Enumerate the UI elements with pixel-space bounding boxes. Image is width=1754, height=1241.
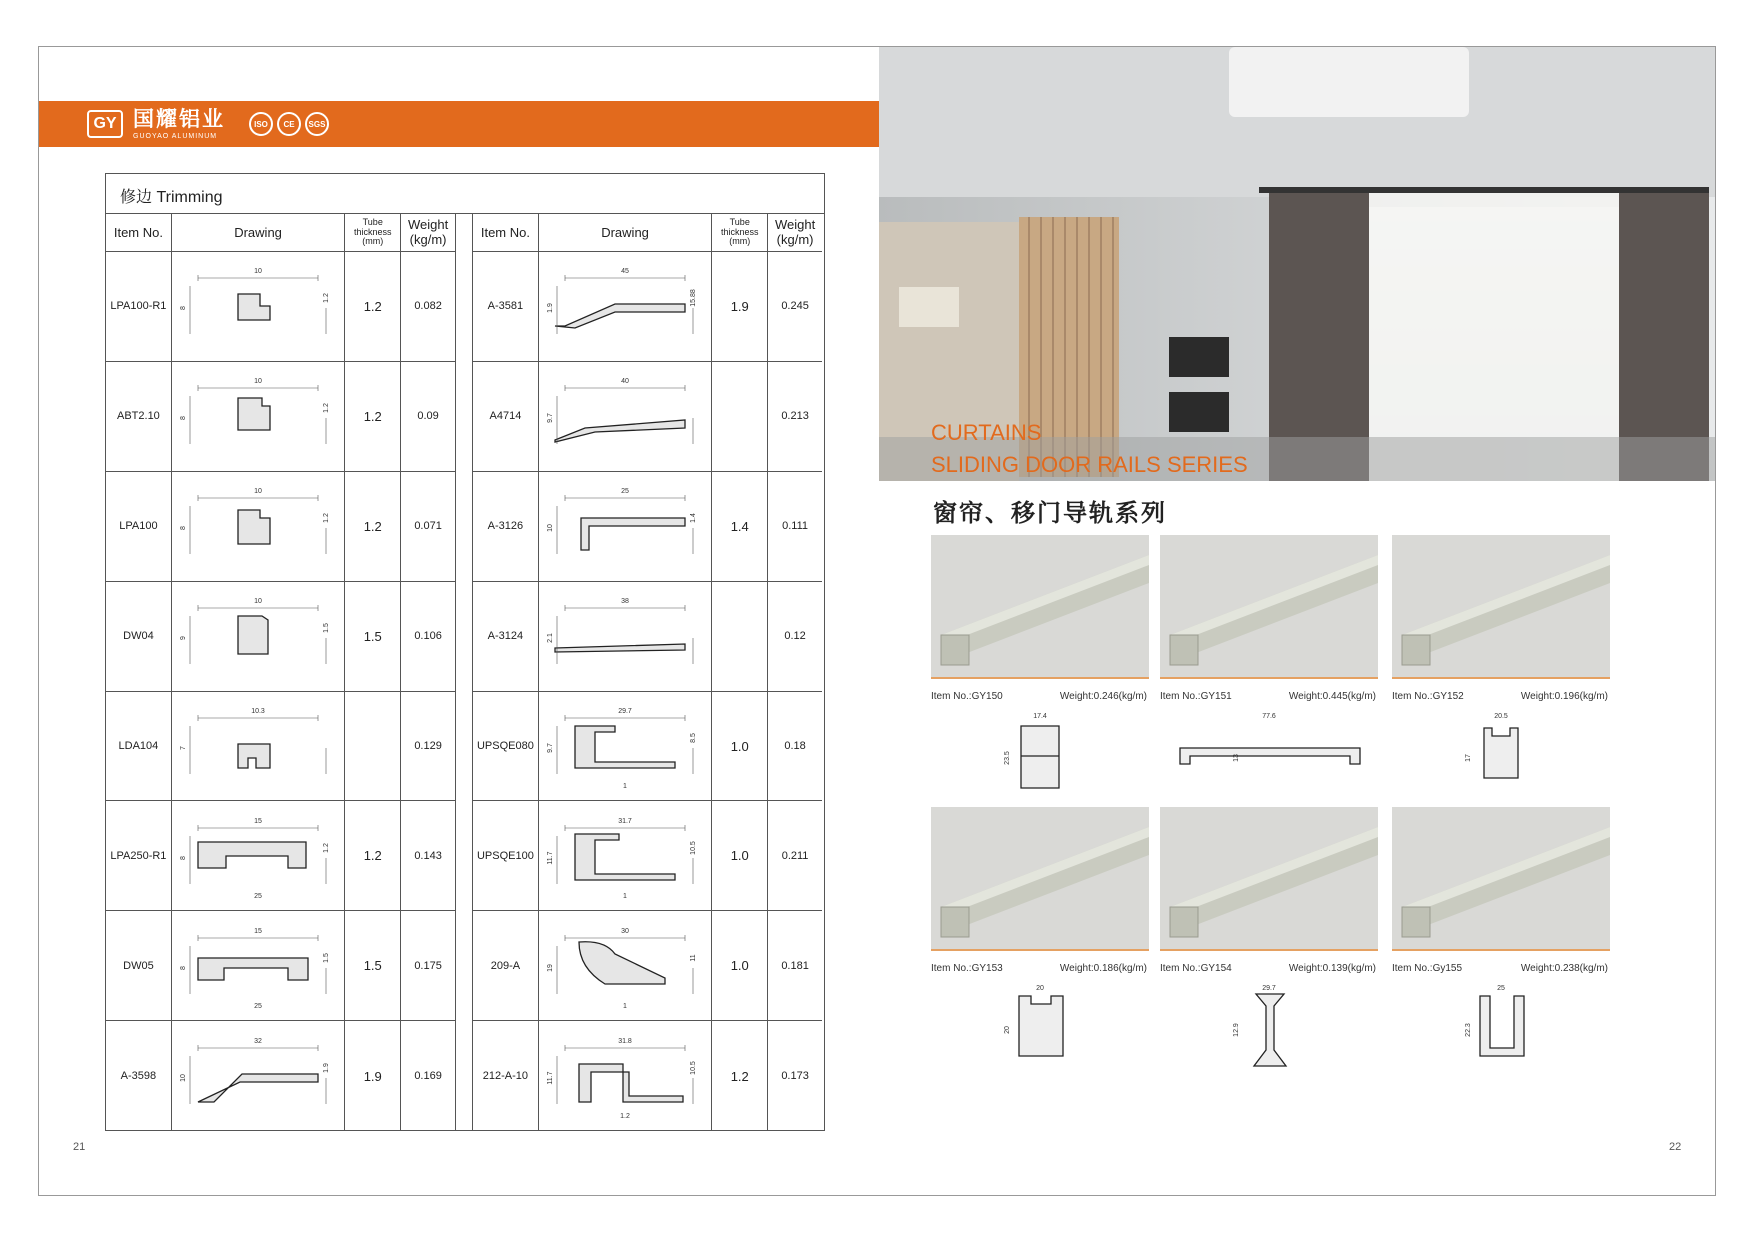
product-weight: Weight:0.139(kg/m) — [1288, 963, 1376, 974]
table-title: 修边 Trimming — [106, 174, 824, 214]
tube-thickness: 1.2 — [345, 472, 401, 581]
profile-shape — [198, 842, 306, 868]
item-number: ABT2.10 — [106, 362, 172, 471]
item-number: LDA104 — [106, 692, 172, 801]
dimension-label: 25 — [254, 1002, 262, 1010]
dimension-label: 10.5 — [690, 1061, 698, 1075]
profile-drawing — [172, 692, 346, 801]
product-photo — [931, 535, 1149, 679]
table-row — [473, 911, 822, 1021]
dimension-label: 8.5 — [690, 733, 698, 743]
right-page — [879, 47, 1716, 1195]
rail-section-drawing — [1160, 708, 1378, 808]
profile-drawing — [539, 472, 713, 581]
dimension-label: 8 — [180, 965, 188, 970]
product-weight: Weight:0.186(kg/m) — [1059, 963, 1147, 974]
dimension-label: 15 — [254, 817, 262, 825]
table-left-half — [106, 214, 456, 1131]
tube-thickness: 1.9 — [345, 1021, 401, 1131]
table-row — [106, 692, 455, 802]
profile-drawing-svg — [545, 1028, 705, 1124]
dimension-label: 1 — [623, 892, 628, 900]
dimension-label: 15.88 — [690, 289, 698, 308]
profile-drawing — [172, 472, 346, 581]
dimension-label: 20.5 — [1494, 713, 1508, 720]
dimension-label: 29.7 — [618, 708, 632, 715]
item-number: LPA100-R1 — [106, 252, 172, 361]
profile-drawing-svg — [545, 258, 705, 354]
header-item: Item No. — [106, 214, 172, 251]
rail-profile-shape — [1019, 996, 1063, 1056]
dimension-label: 10 — [254, 488, 262, 496]
profile-drawing-svg — [545, 698, 705, 794]
cert-badge-icon: ISO — [249, 112, 273, 136]
dimension-label: 45 — [621, 268, 629, 276]
header-drawing: Drawing — [172, 214, 346, 251]
rail-section-drawing — [1392, 708, 1610, 808]
dimension-label: 1.9 — [547, 303, 555, 314]
dimension-label: 30 — [621, 927, 629, 935]
dimension-label: 77.6 — [1262, 713, 1276, 720]
profile-drawing-svg — [178, 478, 338, 574]
product-weight: Weight:0.246(kg/m) — [1059, 691, 1147, 702]
dimension-label: 11.7 — [547, 1071, 555, 1085]
table-row — [106, 582, 455, 692]
dimension-label: 13 — [1233, 754, 1240, 762]
dimension-label: 10 — [254, 268, 262, 276]
brand-name — [133, 109, 225, 140]
table-row — [473, 472, 822, 582]
weight-value: 0.173 — [781, 1070, 809, 1083]
profile-drawing-svg — [178, 368, 338, 464]
rail-photo-svg — [1160, 535, 1378, 679]
catalog-spread — [38, 46, 1716, 1196]
dimension-label: 25 — [1497, 985, 1505, 992]
dimension-label: 32 — [254, 1038, 262, 1046]
table-row — [473, 1021, 822, 1131]
product-card — [931, 535, 1149, 825]
profile-shape — [575, 834, 675, 880]
product-photo — [1392, 535, 1610, 679]
header-weight: Weight (kg/m) — [407, 217, 449, 247]
dimension-label: 9.7 — [547, 413, 555, 424]
weight-value: 0.181 — [781, 959, 809, 972]
profile-drawing — [539, 252, 713, 361]
profile-shape — [579, 1064, 683, 1102]
cert-badge-icon: CE — [277, 112, 301, 136]
item-number: 209-A — [473, 911, 539, 1020]
dimension-label: 10 — [180, 1074, 188, 1083]
profile-drawing-svg — [545, 808, 705, 904]
weight-value: 0.169 — [414, 1070, 442, 1083]
dimension-label: 22.3 — [1465, 1023, 1472, 1037]
item-number: UPSQE100 — [473, 801, 539, 910]
photo-title-line2: SLIDING DOOR RAILS SERIES — [931, 452, 1248, 477]
rail-section-drawing — [1392, 980, 1610, 1080]
profile-drawing — [539, 362, 713, 471]
product-weight: Weight:0.238(kg/m) — [1520, 963, 1608, 974]
dimension-label: 9 — [180, 636, 188, 641]
trimming-table — [105, 173, 825, 1131]
dimension-label: 31.8 — [618, 1038, 632, 1046]
header-bar — [39, 101, 879, 147]
profile-drawing-svg — [178, 808, 338, 904]
cert-badge-icon: SGS — [305, 112, 329, 136]
certification-badges — [249, 112, 329, 136]
header-tube: Tube thickness (mm) — [712, 214, 768, 251]
dimension-label: 20 — [1036, 985, 1044, 992]
interior-photo — [879, 47, 1716, 481]
profile-drawing — [539, 911, 713, 1020]
dimension-label: 1.4 — [690, 513, 698, 524]
weight-value: 0.245 — [781, 300, 809, 313]
product-caption — [1160, 691, 1378, 702]
profile-drawing — [539, 582, 713, 691]
profile-shape — [555, 644, 685, 652]
tube-thickness — [712, 362, 768, 471]
profile-drawing — [172, 582, 346, 691]
dimension-label: 8 — [180, 855, 188, 860]
product-item-number: Item No.:GY150 — [931, 691, 1003, 702]
item-number: 212-A-10 — [473, 1021, 539, 1131]
section-title-cn: 窗帘、移门导轨系列 — [933, 500, 1167, 527]
tube-thickness: 1.5 — [345, 582, 401, 691]
weight-value: 0.175 — [414, 959, 442, 972]
profile-drawing — [539, 1021, 713, 1131]
weight-value: 0.111 — [782, 520, 809, 533]
rail-profile-shape — [1484, 728, 1518, 778]
rail-section-drawing — [931, 980, 1149, 1080]
table-row — [473, 582, 822, 692]
dimension-label: 10 — [254, 598, 262, 606]
profile-shape — [198, 1074, 318, 1102]
product-photo — [931, 807, 1149, 951]
product-caption — [931, 963, 1149, 974]
weight-value: 0.082 — [414, 300, 442, 313]
weight-value: 0.12 — [784, 630, 806, 643]
dimension-label: 12.9 — [1233, 1023, 1240, 1037]
item-number: DW05 — [106, 911, 172, 1020]
header-tube: Tube thickness (mm) — [345, 214, 401, 251]
rail-profile-shape — [1254, 994, 1286, 1066]
dimension-label: 25 — [621, 488, 629, 496]
product-caption — [1392, 963, 1610, 974]
profile-drawing-svg — [545, 918, 705, 1014]
dimension-label: 1 — [623, 783, 628, 790]
dimension-label: 1.2 — [620, 1113, 630, 1121]
dimension-label: 29.7 — [1262, 985, 1276, 992]
header-item: Item No. — [473, 214, 539, 251]
dimension-label: 8 — [180, 416, 188, 421]
table-right-half — [472, 214, 822, 1131]
dimension-label: 1.2 — [323, 293, 331, 304]
dimension-label: 10 — [254, 378, 262, 386]
profile-drawing — [539, 692, 713, 801]
profile-shape — [575, 726, 675, 768]
profile-drawing-svg — [178, 1028, 338, 1124]
product-weight: Weight:0.196(kg/m) — [1520, 691, 1608, 702]
rail-photo-svg — [1160, 807, 1378, 951]
tube-thickness: 1.9 — [712, 252, 768, 361]
dimension-label: 11.7 — [547, 851, 555, 865]
profile-drawing — [172, 252, 346, 361]
table-row — [106, 252, 455, 362]
profile-shape — [198, 958, 308, 980]
product-caption — [1392, 691, 1610, 702]
rail-section-drawing — [931, 708, 1149, 808]
weight-value: 0.106 — [414, 630, 442, 643]
weight-value: 0.211 — [781, 849, 809, 862]
table-row — [106, 801, 455, 911]
product-photo — [1392, 807, 1610, 951]
dimension-label: 10.3 — [251, 708, 265, 715]
product-item-number: Item No.:Gy155 — [1392, 963, 1463, 974]
profile-drawing-svg — [545, 478, 705, 574]
profile-drawing-svg — [545, 368, 705, 464]
dimension-label: 23.5 — [1004, 751, 1011, 765]
dimension-label: 1 — [623, 1002, 628, 1010]
profile-drawing — [172, 362, 346, 471]
rail-profile-shape — [1180, 748, 1360, 764]
dimension-label: 11 — [690, 954, 698, 962]
header-drawing: Drawing — [539, 214, 713, 251]
item-number: A-3124 — [473, 582, 539, 691]
table-header — [473, 214, 822, 252]
profile-shape — [238, 398, 270, 430]
table-row — [106, 911, 455, 1021]
rail-section-drawing — [1160, 980, 1378, 1080]
dimension-label: 17.4 — [1033, 713, 1047, 720]
table-row — [473, 692, 822, 802]
profile-drawing-svg — [545, 588, 705, 684]
dimension-label: 17 — [1465, 754, 1472, 762]
left-page — [39, 47, 879, 1195]
profile-shape — [555, 420, 685, 442]
weight-value: 0.18 — [784, 740, 806, 752]
photo-title-line1: CURTAINS — [931, 420, 1042, 445]
rail-photo-svg — [931, 535, 1149, 679]
brand-name-cn: 国耀铝业 — [133, 107, 225, 131]
dimension-label: 10 — [547, 524, 555, 533]
table-row — [106, 362, 455, 472]
brand-name-en: GUOYAO ALUMINUM — [133, 132, 218, 140]
item-number: LPA100 — [106, 472, 172, 581]
tube-thickness — [345, 692, 401, 801]
dimension-label: 31.7 — [618, 817, 632, 825]
rail-photo-svg — [931, 807, 1149, 951]
weight-value: 0.213 — [781, 410, 809, 423]
tube-thickness: 1.2 — [345, 801, 401, 910]
dimension-label: 15 — [254, 927, 262, 935]
product-photo — [1160, 535, 1378, 679]
dimension-label: 38 — [621, 598, 629, 606]
tube-thickness: 1.4 — [712, 472, 768, 581]
tube-thickness: 1.0 — [712, 801, 768, 910]
product-item-number: Item No.:GY152 — [1392, 691, 1464, 702]
item-number: UPSQE080 — [473, 692, 539, 801]
dimension-label: 25 — [254, 892, 262, 900]
item-number: A-3126 — [473, 472, 539, 581]
tube-thickness: 1.2 — [345, 362, 401, 471]
product-item-number: Item No.:GY153 — [931, 963, 1003, 974]
tube-thickness — [712, 582, 768, 691]
profile-shape — [238, 294, 270, 320]
table-row — [473, 362, 822, 472]
photo-title — [931, 417, 1248, 481]
product-card — [931, 807, 1149, 1097]
item-number: DW04 — [106, 582, 172, 691]
product-card — [1160, 535, 1378, 825]
dimension-label: 10.5 — [690, 841, 698, 855]
product-caption — [1160, 963, 1378, 974]
item-number: A-3581 — [473, 252, 539, 361]
product-weight: Weight:0.445(kg/m) — [1288, 691, 1376, 702]
tube-thickness: 1.2 — [345, 252, 401, 361]
profile-drawing — [172, 911, 346, 1020]
table-row — [106, 1021, 455, 1131]
profile-shape — [581, 518, 685, 550]
profile-shape — [238, 616, 268, 654]
product-item-number: Item No.:GY154 — [1160, 963, 1232, 974]
table-header — [106, 214, 455, 252]
profile-shape — [579, 942, 665, 984]
weight-value: 0.143 — [414, 849, 442, 862]
product-caption — [931, 691, 1149, 702]
rail-profile-shape — [1480, 996, 1524, 1056]
dimension-label: 1.2 — [323, 513, 331, 524]
rail-profile-shape — [1021, 726, 1059, 788]
dimension-label: 20 — [1004, 1026, 1011, 1034]
table-row — [473, 252, 822, 362]
profile-drawing — [539, 801, 713, 910]
dimension-label: 1.2 — [323, 403, 331, 414]
item-number: A-3598 — [106, 1021, 172, 1131]
product-card — [1160, 807, 1378, 1097]
curtain-room-image — [879, 47, 1716, 481]
tube-thickness: 1.5 — [345, 911, 401, 1020]
item-number: LPA250-R1 — [106, 801, 172, 910]
product-item-number: Item No.:GY151 — [1160, 691, 1232, 702]
page-number-left: 21 — [73, 1141, 86, 1153]
dimension-label: 1.9 — [323, 1063, 331, 1074]
profile-shape — [238, 510, 270, 544]
table-row — [473, 801, 822, 911]
table-row — [106, 472, 455, 582]
profile-drawing — [172, 801, 346, 910]
dimension-label: 2.1 — [547, 633, 555, 643]
tube-thickness: 1.0 — [712, 692, 768, 801]
brand-logo-icon: GY — [87, 110, 123, 138]
item-number: A4714 — [473, 362, 539, 471]
profile-shape — [238, 744, 270, 768]
weight-value: 0.129 — [414, 740, 442, 752]
profile-drawing-svg — [178, 258, 338, 354]
product-card — [1392, 535, 1610, 825]
dimension-label: 19 — [547, 963, 555, 972]
profile-drawing-svg — [178, 918, 338, 1014]
dimension-label: 8 — [180, 306, 188, 311]
profile-drawing — [172, 1021, 346, 1131]
page-number-right: 22 — [1669, 1141, 1682, 1153]
weight-value: 0.071 — [414, 520, 442, 533]
profile-drawing-svg — [178, 698, 338, 794]
profile-shape — [555, 304, 685, 328]
header-weight: Weight (kg/m) — [774, 217, 816, 247]
dimension-label: 40 — [621, 378, 629, 386]
rail-photo-svg — [1392, 807, 1610, 951]
profile-drawing-svg — [178, 588, 338, 684]
dimension-label: 7 — [180, 746, 188, 750]
rail-photo-svg — [1392, 535, 1610, 679]
weight-value: 0.09 — [417, 410, 439, 423]
dimension-label: 1.5 — [323, 952, 331, 963]
dimension-label: 8 — [180, 526, 188, 531]
tube-thickness: 1.2 — [712, 1021, 768, 1131]
dimension-label: 1.5 — [323, 623, 331, 633]
product-card — [1392, 807, 1610, 1097]
dimension-label: 9.7 — [547, 743, 555, 753]
dimension-label: 1.2 — [323, 843, 331, 853]
tube-thickness: 1.0 — [712, 911, 768, 1020]
product-photo — [1160, 807, 1378, 951]
